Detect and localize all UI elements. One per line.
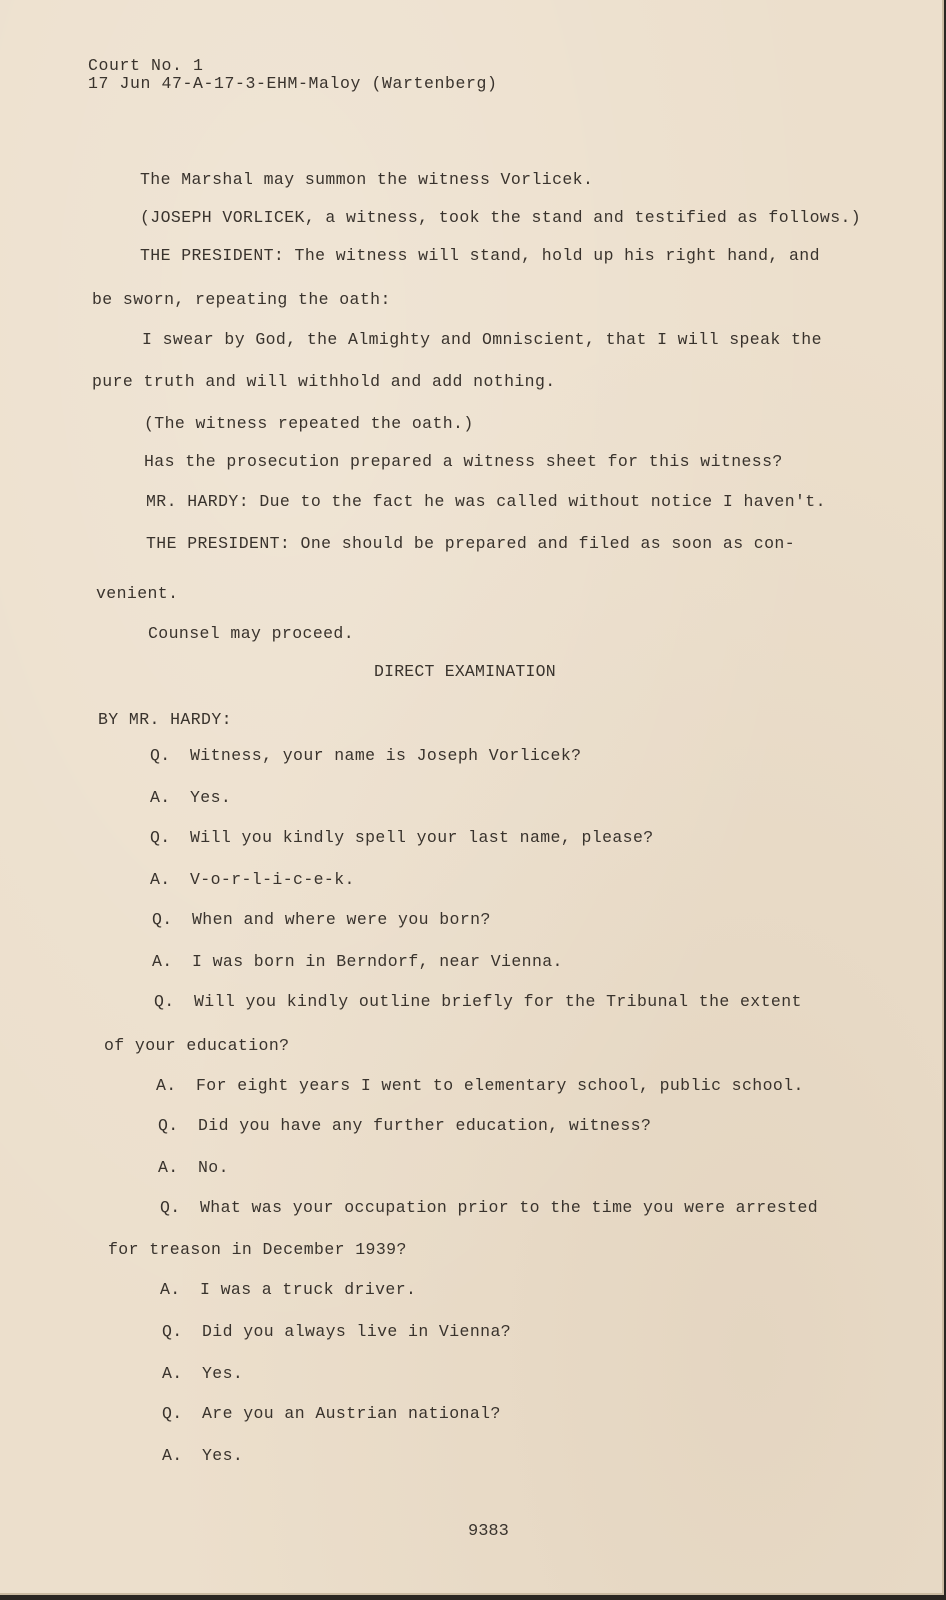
transcript-line: I swear by God, the Almighty and Omniscient, that I will speak the [142,330,822,349]
transcript-line: THE PRESIDENT: One should be prepared and filed as soon as con- [146,534,796,553]
examiner-line: BY MR. HARDY: [98,710,232,729]
qa-label: A. [160,1280,181,1299]
question-line [162,1404,501,1424]
qa-label: Q. [152,910,173,929]
question-continuation [104,1036,289,1056]
transcript-line: Has the prosecution prepared a witness sheet for this witness? [144,452,783,471]
transcript-line: pure truth and will withhold and add nothing. [92,372,556,391]
qa-label: Q. [162,1322,183,1341]
qa-text: Did you always live in Vienna? [202,1322,512,1341]
question-line [162,1322,511,1342]
qa-label: A. [158,1158,179,1177]
qa-label: A. [162,1446,183,1465]
answer-line [150,870,355,890]
qa-label: Q. [160,1198,181,1217]
qa-text: for treason in December 1939? [108,1240,407,1259]
question-line [154,992,802,1012]
qa-text: Will you kindly spell your last name, please? [190,828,654,847]
qa-label: A. [150,788,171,807]
qa-text: What was your occupation prior to the time you were arrested [200,1198,819,1217]
answer-line [160,1280,416,1300]
answer-line [158,1158,229,1178]
qa-text: I was a truck driver. [200,1280,417,1299]
qa-label: Q. [150,746,171,765]
qa-label: A. [156,1076,177,1095]
qa-label: Q. [158,1116,179,1135]
answer-line [156,1076,804,1096]
qa-text: of your education? [104,1036,290,1055]
transcript-line: Counsel may proceed. [148,624,355,643]
qa-text: Witness, your name is Joseph Vorlicek? [190,746,582,765]
transcript-line: venient. [96,584,179,603]
transcript-line: be sworn, repeating the oath: [92,290,391,309]
court-number: Court No. 1 [88,56,204,75]
qa-text: For eight years I went to elementary school, public school. [196,1076,804,1095]
answer-line [162,1446,243,1466]
question-line [150,746,581,766]
qa-text: Did you have any further education, witness? [198,1116,652,1135]
section-heading: DIRECT EXAMINATION [374,662,556,681]
transcript-line: (The witness repeated the oath.) [144,414,474,433]
qa-text: V-o-r-l-i-c-e-k. [190,870,355,889]
transcript-line: The Marshal may summon the witness Vorlicek. [140,170,594,189]
answer-line [162,1364,243,1384]
transcript-line: THE PRESIDENT: The witness will stand, hold up his right hand, and [140,246,820,265]
question-line [160,1198,818,1218]
question-line [152,910,491,930]
qa-text: Are you an Austrian national? [202,1404,501,1423]
page-number: 9383 [468,1522,509,1541]
session-reference: 17 Jun 47-A-17-3-EHM-Maloy (Wartenberg) [88,74,498,93]
qa-text: Yes. [202,1364,244,1383]
qa-text: When and where were you born? [192,910,491,929]
qa-label: Q. [154,992,175,1011]
qa-label: A. [150,870,171,889]
qa-text: No. [198,1158,229,1177]
qa-text: Yes. [202,1446,244,1465]
qa-text: Yes. [190,788,232,807]
answer-line [150,788,231,808]
question-line [150,828,654,848]
qa-label: A. [152,952,173,971]
qa-text: I was born in Berndorf, near Vienna. [192,952,563,971]
qa-label: Q. [162,1404,183,1423]
qa-label: A. [162,1364,183,1383]
answer-line [152,952,563,972]
transcript-line: MR. HARDY: Due to the fact he was called without notice I haven't. [146,492,826,511]
question-continuation [108,1240,407,1260]
transcript-line: (JOSEPH VORLICEK, a witness, took the stand and testified as follows.) [140,208,862,227]
question-line [158,1116,651,1136]
qa-text: Will you kindly outline briefly for the Tribunal the extent [194,992,802,1011]
qa-label: Q. [150,828,171,847]
